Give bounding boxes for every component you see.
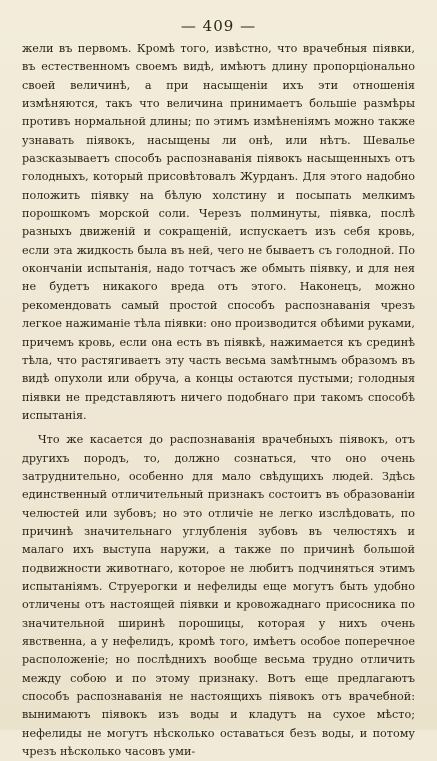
paragraph-1: жели въ первомъ. Кромѣ того, извѣстно, что врачебныя піявки, въ естественномъ своемъ видѣ, имѣютъ длину пропорціонально своей величинѣ, а при насыщеніи ихъ эти отношенія измѣняются, такъ что величина принимаетъ большіе размѣры противъ нормальной длины; по этимъ измѣненіямъ можно также узнавать піявокъ, насыщены ли онѣ, или нѣтъ. Шевалье разсказываетъ способъ распознаванія піявокъ насыщенныхъ отъ голодныхъ, который присовѣтовалъ Журданъ. Для этого надобно положить піявку на бѣлую холстину и посыпать мелкимъ порошкомъ морской соли. Черезъ полминуты, піявка, послѣ разныхъ движеній и сокращеній, испускаетъ изъ себя кровь, если эта жидкость была въ ней, чего не бываетъ съ голодной. По окончаніи испытанія, надо тотчасъ же обмыть піявку, и для нея не будетъ никакого вреда отъ этого. Наконецъ, можно рекомендовать самый простой способъ распознаванія чрезъ легкое нажиманіе тѣла піявки: оно производится обѣими руками, причемъ кровь, если она есть въ піявкѣ, нажимается къ срединѣ тѣла, что растягиваетъ эту часть весьма замѣтнымъ образомъ въ видѣ опухоли или обруча, а концы остаются пустыми; голодныя піявки не представляютъ ничего подобнаго при такомъ способѣ испытанія. (22, 42, 415, 422)
page-body (22, 40, 415, 761)
page-number: — 409 — (180, 17, 257, 35)
paragraph-2: Что же касается до распознаванія врачебныхъ піявокъ, отъ другихъ породъ, то, должно сознаться, что оно очень затруднительно, особенно для мало свѣдущихъ людей. Здѣсь единственный отличительный признакъ состоитъ въ образованіи челюстей или зубовъ; но это отличіе не легко изслѣдовать, по причинѣ значительнаго углубленія зубовъ въ челюстяхъ и малаго ихъ выступа наружи, а также по причинѣ большой подвижности животнаго, которое не любитъ подчиняться этимъ испытаніямъ. Струерогки и нефелиды еще могутъ быть удобно отличены отъ настоящей піявки и кровожаднаго присосника по значительной ширинѣ порошицы, которая у нихъ очень явственна, а у нефелидъ, кромѣ того, имѣетъ особое поперечное расположеніе; но послѣднихъ вообще весьма трудно отличить между собою и по этому признаку. Вотъ еще предлагаютъ способъ распознаванія не настоящихъ піявокъ отъ врачебной: вынимаютъ піявокъ изъ воды и кладутъ на сухое мѣсто; нефелиды не могутъ нѣсколько оставаться безъ воды, и потому чрезъ нѣсколько часовъ уми- (22, 433, 415, 759)
